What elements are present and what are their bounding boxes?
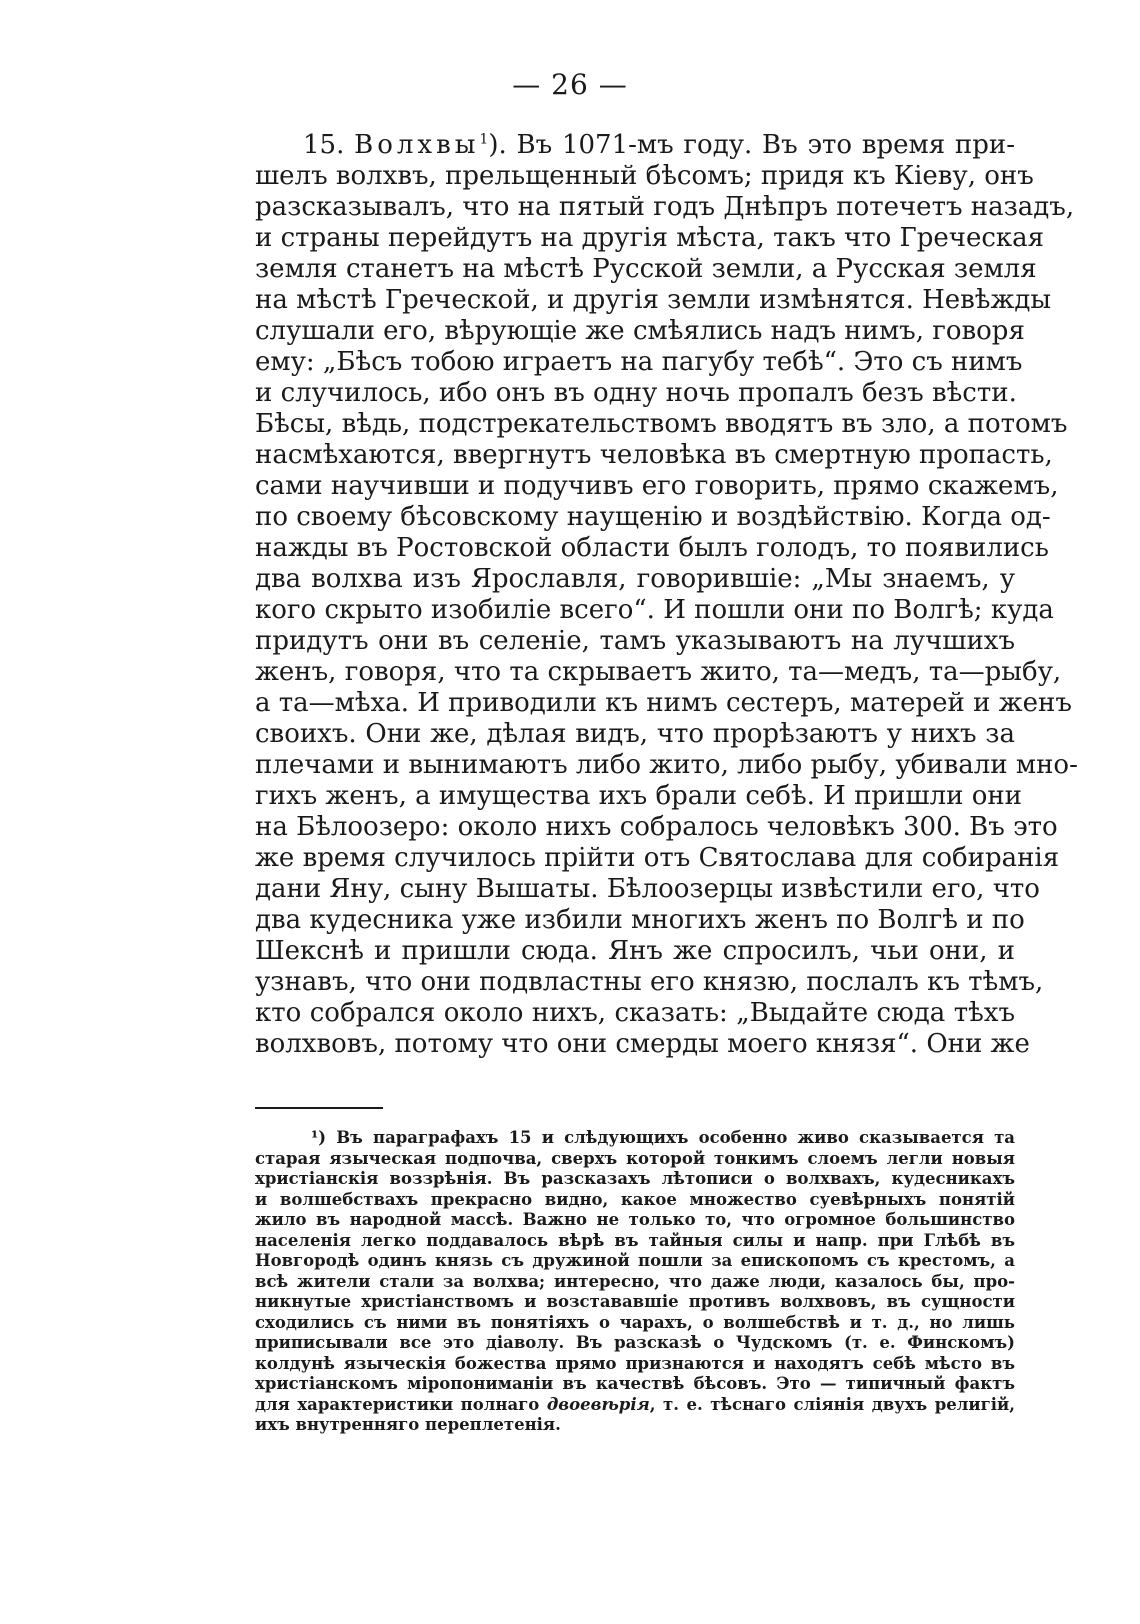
footnote-reference[interactable]: 1 <box>479 131 489 148</box>
footnote-line: жило въ народной массѣ. Важно не только то, что огромное большинство <box>255 1210 1015 1229</box>
emphasized-term: двоевѣрія <box>546 1394 650 1414</box>
text-line: на мѣстѣ Греческой, и другія земли измѣнятся. Невѣжды <box>255 285 1052 315</box>
footnote-line: ¹) Въ параграфахъ 15 и слѣдующихъ особенно живо сказывается та <box>311 1128 1015 1147</box>
text-line: и случилось, ибо онъ въ одну ночь пропалъ безъ вѣсти. <box>255 378 1017 408</box>
footnote-line: сходились съ ними въ понятіяхъ о чарахъ, о волшебствѣ и т. д., но лишь <box>255 1312 1015 1332</box>
footnote-line: и волшебствахъ прекрасно видно, какое множество суевѣрныхъ понятій <box>255 1189 1015 1209</box>
footnote-line: населенія легко поддавалось вѣрѣ въ тайныя силы и напр. при Глѣбѣ въ <box>255 1230 1015 1250</box>
text-line: Шекснѣ и пришли сюда. Янъ же спросилъ, чьи они, и <box>255 936 1015 966</box>
paragraph-heading: Волхвы <box>354 130 480 160</box>
footnote-line: старая языческая подпочва, сверхъ которой тонкимъ слоемъ легли новыя <box>255 1148 1015 1168</box>
text-line: своихъ. Они же, дѣлая видъ, что прорѣзаютъ у нихъ за <box>255 719 1015 749</box>
footnote-line: приписывали все это діаволу. Въ разсказѣ о Чудскомъ (т. е. Финскомъ) <box>255 1333 1015 1352</box>
footnote-line: христіанскомъ міропониманіи въ качествѣ бѣсовъ. Это — типичный фактъ <box>255 1374 1015 1393</box>
text-line: два волхва изъ Ярославля, говорившіе: „Мы знаемъ, у <box>255 564 1015 594</box>
text-line: слушали его, вѣрующіе же смѣялись надъ нимъ, говоря <box>255 316 1025 346</box>
page-number: — 26 — <box>512 68 628 101</box>
text-line: и страны перейдутъ на другія мѣста, такъ что Греческая <box>255 223 1045 253</box>
text-line: сами научивши и подучивъ его говорить, прямо скажемъ, <box>255 471 1059 501</box>
text-line: на Бѣлоозеро: около нихъ собралось человѣкъ 300. Въ это <box>255 812 1058 842</box>
paragraph-number: 15. <box>303 130 345 160</box>
text-line: по своему бѣсовскому наущенію и воздѣйствію. Когда од- <box>255 502 1051 532</box>
text-line: нажды въ Ростовской области былъ голодъ, то появились <box>255 533 1049 563</box>
footnote-line: христіанскія воззрѣнія. Въ разсказахъ лѣтописи о волхвахъ, кудесникахъ <box>255 1169 1015 1188</box>
footnote-line: колдунѣ языческія божества прямо признаются и находятъ себѣ мѣсто въ <box>255 1353 1015 1373</box>
paragraph-15 <box>255 130 1078 1060</box>
text-line: шелъ волхвъ, прельщенный бѣсомъ; придя къ Кіеву, онъ <box>255 161 1034 191</box>
text-line: 15. Волхвы$^1$). Въ 1071-мъ году. Въ это время при- <box>303 130 1016 160</box>
text-line: разсказывалъ, что на пятый годъ Днѣпръ потечетъ назадъ, <box>255 192 1075 222</box>
text-line: придутъ они въ селеніе, тамъ указываютъ на лучшихъ <box>255 626 1015 656</box>
text-line: ему: „Бѣсъ тобою играетъ на пагубу тебѣ“. Это съ нимъ <box>255 347 1023 377</box>
text-line: же время случилось прійти отъ Святослава для собиранія <box>255 843 1060 873</box>
text-line: плечами и вынимаютъ либо жито, либо рыбу, убивали мно- <box>255 750 1078 780</box>
text-line: женъ, говоря, что та скрываетъ жито, та—медъ, та—рыбу, <box>255 657 1062 687</box>
text-line: насмѣхаются, ввергнутъ человѣка въ смертную пропасть, <box>255 440 1053 470</box>
footnote-line: всѣ жители стали за волхва; интересно, что даже люди, казалось бы, про- <box>255 1271 1015 1291</box>
footnote-line: ихъ внутренняго переплетенія. <box>255 1415 561 1434</box>
footnote-mark: ¹) <box>311 1128 327 1147</box>
text-line: кто собрался около нихъ, сказать: „Выдайте сюда тѣхъ <box>255 998 1015 1028</box>
footnote <box>255 1128 1015 1436</box>
text-line: волхвовъ, потому что они смерды моего князя“. Они же <box>255 1029 1030 1059</box>
text-line: а та—мѣха. И приводили къ нимъ сестеръ, матерей и женъ <box>255 688 1072 718</box>
text-line: земля станетъ на мѣстѣ Русской земли, а Русская земля <box>255 254 1037 284</box>
text-line: Бѣсы, вѣдь, подстрекательствомъ вводятъ въ зло, а потомъ <box>255 409 1068 439</box>
footnote-line: Новгородѣ одинъ князь съ дружиной пошли за епископомъ съ крестомъ, а <box>255 1251 1015 1270</box>
text-line: гихъ женъ, а имущества ихъ брали себѣ. И пришли они <box>255 781 1022 811</box>
text-line: дани Яну, сыну Вышаты. Бѣлоозерцы извѣстили его, что <box>255 874 1040 904</box>
text-line: два кудесника уже избили многихъ женъ по Волгѣ и по <box>255 905 1025 935</box>
footnote-line: никнутые христіанствомъ и возстававшіе противъ волхвовъ, въ сущности <box>255 1292 1015 1311</box>
footnote-separator <box>255 1107 383 1109</box>
text-line: кого скрыто изобиліе всего“. И пошли они по Волгѣ; куда <box>255 595 1054 625</box>
text-line: узнавъ, что они подвластны его князю, послалъ къ тѣмъ, <box>255 967 1044 997</box>
footnote-line: для характеристики полнаго двоевѣрія, т. е. тѣснаго сліянія двухъ религій, <box>255 1394 1015 1414</box>
